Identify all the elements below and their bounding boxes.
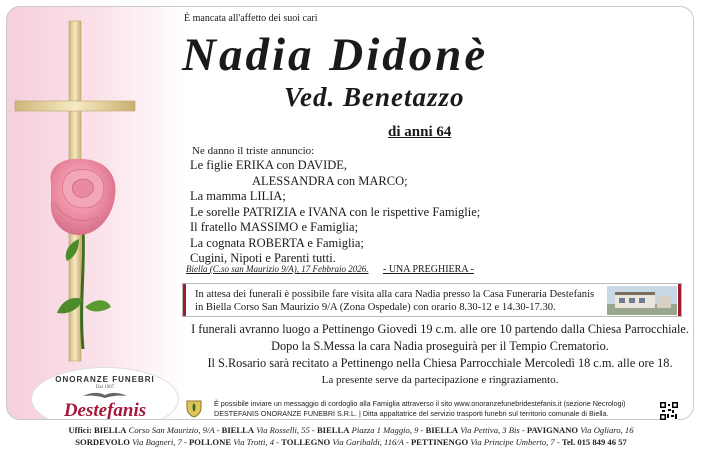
- funeral-details: [180, 321, 700, 389]
- family-line: Le figlie ERIKA con DAVIDE,: [190, 158, 348, 172]
- office-address: Piazza 1 Maggio, 9 -: [349, 425, 426, 435]
- visit-line: In attesa dei funerali è possibile fare visita alla cara Nadia presso la Casa Funeraria Destefanis: [195, 289, 595, 300]
- logo-title: ONORANZE FUNEBRI: [55, 375, 155, 384]
- info-line: DESTEFANIS ONORANZE FUNEBRI S.R.L. | Ditta appaltatrice del servizio trasporti funebri sul territorio comunale di Biella.: [214, 409, 609, 418]
- family-line: La cognata ROBERTA e Famiglia;: [190, 235, 364, 250]
- office-city: Tel. 015 849 46 57: [561, 437, 627, 447]
- footer-row: [0, 436, 702, 448]
- office-city: BIELLA: [221, 425, 255, 435]
- office-city: BIELLA: [425, 425, 459, 435]
- box-accent-left: [183, 284, 186, 316]
- widow-of: Ved. Benetazzo: [284, 82, 465, 112]
- funeral-line: Dopo la S.Messa la cara Nadia proseguirà per il Tempio Crematorio.: [271, 339, 609, 353]
- age: di anni 64: [388, 124, 452, 140]
- office-address: Via Pettiva, 3 Bis -: [458, 425, 527, 435]
- qr-code-icon[interactable]: [660, 402, 678, 420]
- office-city: SORDEVOLO: [75, 437, 130, 447]
- box-accent-right: [678, 284, 681, 316]
- office-city: Uffici: BIELLA: [68, 425, 127, 435]
- office-city: POLLONE: [189, 437, 232, 447]
- visit-info-box: [182, 283, 682, 317]
- footer-row: [0, 424, 702, 436]
- visit-text: [195, 288, 607, 314]
- deceased-name: Nadia Didonè: [182, 29, 489, 81]
- rose-icon: [50, 159, 115, 349]
- office-address: Via Trotti, 4 -: [231, 437, 282, 447]
- prayer-link[interactable]: - UNA PREGHIERA -: [383, 264, 474, 275]
- office-city: BIELLA: [316, 425, 350, 435]
- office-city: PAVIGNANO: [526, 425, 579, 435]
- family-intro: Ne danno il triste annuncio:: [192, 145, 315, 157]
- office-address: Via Principe Umberto, 7 -: [468, 437, 562, 447]
- condolence-info: [214, 399, 626, 419]
- office-address: Via Ogliaro, 16: [578, 425, 634, 435]
- logo-since: Dal 1967: [95, 385, 115, 390]
- logo-brand: Destefanis: [63, 400, 147, 420]
- office-city: TOLLEGNO: [281, 437, 331, 447]
- family-list: [190, 158, 480, 267]
- family-line: Il fratello MASSIMO e Famiglia;: [190, 220, 359, 234]
- family-line: Le sorelle PATRIZIA e IVANA con le rispettive Famiglie;: [190, 204, 481, 219]
- office-address: Corso San Maurizio, 9/A -: [126, 425, 222, 435]
- family-line: Cugini, Nipoti e Parenti tutti.: [190, 251, 336, 265]
- office-city: PETTINENGO: [410, 437, 469, 447]
- place-date: Biella (C.so san Maurizio 9/A), 17 Febbraio 2026.: [186, 264, 369, 274]
- dove-icon: [81, 390, 129, 400]
- offices-footer: [0, 424, 702, 448]
- funeral-line: Il S.Rosario sarà recitato a Pettinengo nella Chiesa Parrocchiale Mercoledì 18 c.m. alle ore 18.: [207, 356, 673, 370]
- info-line: È possibile inviare un messaggio di cordoglio alla Famiglia attraverso il sito www.onoranzefunebridestefanis.it (sezione Necrologi): [214, 399, 626, 408]
- office-address: Via Garibaldi, 116/A -: [330, 437, 411, 447]
- office-address: Via Bagneri, 7 -: [130, 437, 190, 447]
- funeral-home-logo: [31, 367, 179, 420]
- city-crest-icon: [184, 398, 204, 418]
- office-address: Via Rosselli, 55 -: [254, 425, 317, 435]
- cross-and-rose-illustration: [7, 7, 187, 420]
- funeral-home-photo: [607, 286, 677, 315]
- family-line: La mamma LILIA;: [190, 189, 286, 203]
- funeral-line: I funerali avranno luogo a Pettinengo Giovedì 19 c.m. alle ore 10 partendo dalla Chiesa Parrocchiale.: [191, 322, 689, 336]
- family-line: ALESSANDRA con MARCO;: [252, 173, 408, 188]
- thanks-line: La presente serve da partecipazione e ringraziamento.: [321, 374, 559, 386]
- announcement-lead: È mancata all'affetto dei suoi cari: [184, 13, 318, 24]
- visit-line: in Biella Corso San Maurizio 9/A (Zona Ospedale) con orario 8.30-12 e 14.30-17.30.: [195, 302, 556, 313]
